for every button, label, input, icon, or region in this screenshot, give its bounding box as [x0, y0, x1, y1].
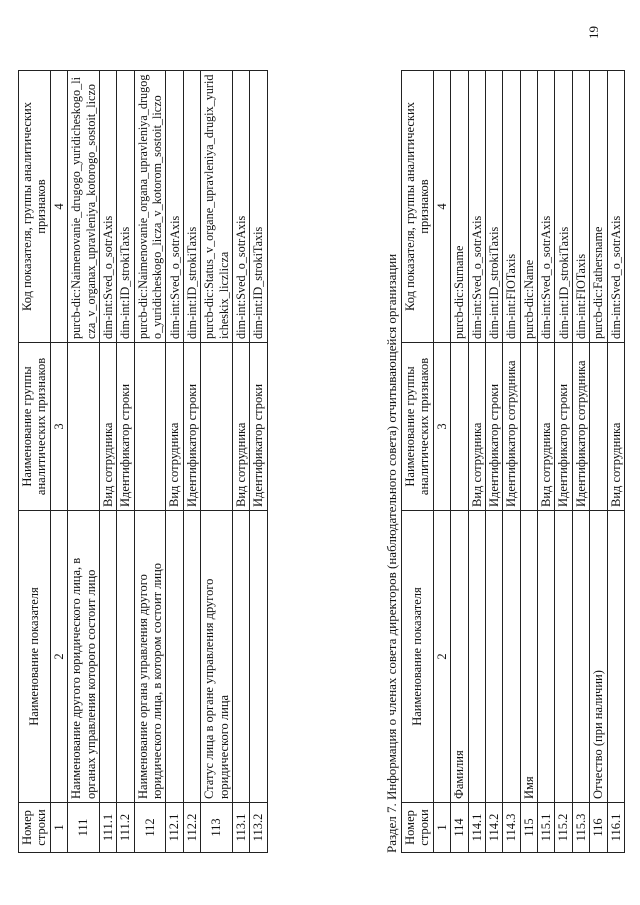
indicators-table-continued — [18, 70, 268, 853]
table-row — [117, 71, 134, 853]
group-name-cell: Вид сотрудника — [538, 343, 555, 511]
header-code: Код показателя, группы аналитических признаков — [19, 71, 51, 343]
code-cell: purcb-dic:Status_v_organe_upravleniya_drugix_yuridicheskix_liczlicza — [201, 71, 233, 343]
indicator-name-cell: Фамилия — [451, 511, 468, 803]
row-number-cell: 115.3 — [572, 803, 589, 853]
group-name-cell — [590, 343, 607, 511]
col-num-1: 1 — [433, 803, 450, 853]
row-number-cell: 112 — [134, 803, 166, 853]
column-number-row — [50, 71, 67, 853]
code-cell: dim-int:FIOTaxis — [572, 71, 589, 343]
group-name-cell: Идентификатор строки — [485, 343, 502, 511]
indicator-name-cell — [503, 511, 520, 803]
row-number-cell: 115.1 — [538, 803, 555, 853]
code-cell: dim-int:Sved_o_sotrAxis — [99, 71, 116, 343]
header-row-number: Номер строки — [402, 803, 434, 853]
indicator-name-cell: Отчество (при наличии) — [590, 511, 607, 803]
code-cell: dim-int:Sved_o_sotrAxis — [538, 71, 555, 343]
code-cell: dim-int:ID_strokiTaxis — [485, 71, 502, 343]
table-row — [68, 71, 100, 853]
group-name-cell: Вид сотрудника — [232, 343, 249, 511]
col-num-1: 1 — [50, 803, 67, 853]
group-name-cell: Идентификатор сотрудника — [503, 343, 520, 511]
indicator-name-cell — [468, 511, 485, 803]
table-row — [485, 71, 502, 853]
page-number: 19 — [586, 26, 601, 39]
row-number-cell: 113.1 — [232, 803, 249, 853]
indicator-name-cell — [117, 511, 134, 803]
table-row — [201, 71, 233, 853]
group-name-cell: Идентификатор сотрудника — [572, 343, 589, 511]
row-number-cell: 112.2 — [183, 803, 200, 853]
header-code: Код показателя, группы аналитических признаков — [402, 71, 434, 343]
table-row — [451, 71, 468, 853]
table-row — [607, 71, 624, 853]
header-group-name: Наименование группы аналитических признаков — [402, 343, 434, 511]
group-name-cell — [520, 343, 537, 511]
row-number-cell: 114.1 — [468, 803, 485, 853]
header-indicator-name: Наименование показателя — [402, 511, 434, 803]
col-num-4: 4 — [50, 71, 67, 343]
code-cell: dim-int:FIOTaxis — [503, 71, 520, 343]
indicator-name-cell — [485, 511, 502, 803]
col-num-3: 3 — [50, 343, 67, 511]
col-num-4: 4 — [433, 71, 450, 343]
code-cell: purcb-dic:Surname — [451, 71, 468, 343]
table-row — [503, 71, 520, 853]
col-num-3: 3 — [433, 343, 450, 511]
section-7-caption: Раздел 7. Информация о членах совета директоров (наблюдательного совета) отчитывающейся организации — [384, 253, 399, 853]
row-number-cell: 114.2 — [485, 803, 502, 853]
board-members-table — [401, 70, 625, 853]
group-name-cell — [134, 343, 166, 511]
indicator-name-cell — [250, 511, 267, 803]
row-number-cell: 114 — [451, 803, 468, 853]
indicator-name-cell — [538, 511, 555, 803]
group-name-cell: Идентификатор строки — [183, 343, 200, 511]
indicator-name-cell: Имя — [520, 511, 537, 803]
code-cell: purcb-dic:Naimenovanie_organa_upravleniya_drugogo_yuridicheskogo_licza_v_kotorom_sostoit_liczo — [134, 71, 166, 343]
indicator-name-cell — [232, 511, 249, 803]
table-row — [183, 71, 200, 853]
table-row — [538, 71, 555, 853]
row-number-cell: 113.2 — [250, 803, 267, 853]
table-row — [250, 71, 267, 853]
code-cell: dim-int:ID_strokiTaxis — [250, 71, 267, 343]
table-row — [99, 71, 116, 853]
table-row — [134, 71, 166, 853]
header-indicator-name: Наименование показателя — [19, 511, 51, 803]
indicator-name-cell: Наименование другого юридического лица, в органах управления которого состоит лицо — [68, 511, 100, 803]
code-cell: dim-int:Sved_o_sotrAxis — [166, 71, 183, 343]
row-number-cell: 111.2 — [117, 803, 134, 853]
row-number-cell: 114.3 — [503, 803, 520, 853]
code-cell: purcb-dic:Fathersname — [590, 71, 607, 343]
group-name-cell: Идентификатор строки — [555, 343, 572, 511]
col-num-2: 2 — [50, 511, 67, 803]
table-row — [555, 71, 572, 853]
group-name-cell: Вид сотрудника — [166, 343, 183, 511]
indicator-name-cell — [166, 511, 183, 803]
row-number-cell: 113 — [201, 803, 233, 853]
indicator-name-cell — [555, 511, 572, 803]
group-name-cell: Вид сотрудника — [607, 343, 624, 511]
group-name-cell — [451, 343, 468, 511]
table-row — [232, 71, 249, 853]
table-row — [572, 71, 589, 853]
code-cell: dim-int:Sved_o_sotrAxis — [607, 71, 624, 343]
code-cell: purcb-dic:Naimenovanie_drugogo_yuridicheskogo_liczа_v_organax_upravleniya_kotorogo_sostoit_liczo — [68, 71, 100, 343]
group-name-cell: Вид сотрудника — [468, 343, 485, 511]
indicator-name-cell — [607, 511, 624, 803]
header-group-name: Наименование группы аналитических признаков — [19, 343, 51, 511]
code-cell: purcb-dic:Name — [520, 71, 537, 343]
indicator-name-cell — [183, 511, 200, 803]
col-num-2: 2 — [433, 511, 450, 803]
row-number-cell: 111 — [68, 803, 100, 853]
indicator-name-cell: Наименование органа управления другого юридического лица, в котором состоит лицо — [134, 511, 166, 803]
table-row — [468, 71, 485, 853]
indicator-name-cell: Статус лица в органе управления другого юридического лица — [201, 511, 233, 803]
row-number-cell: 116.1 — [607, 803, 624, 853]
table-header-row — [19, 71, 51, 853]
code-cell: dim-int:Sved_o_sotrAxis — [232, 71, 249, 343]
column-number-row — [433, 71, 450, 853]
code-cell: dim-int:ID_strokiTaxis — [555, 71, 572, 343]
row-number-cell: 116 — [590, 803, 607, 853]
row-number-cell: 112.1 — [166, 803, 183, 853]
group-name-cell — [68, 343, 100, 511]
code-cell: dim-int:ID_strokiTaxis — [183, 71, 200, 343]
row-number-cell: 115 — [520, 803, 537, 853]
group-name-cell: Идентификатор строки — [117, 343, 134, 511]
indicator-name-cell — [99, 511, 116, 803]
table-row — [520, 71, 537, 853]
table-row — [166, 71, 183, 853]
row-number-cell: 115.2 — [555, 803, 572, 853]
row-number-cell: 111.1 — [99, 803, 116, 853]
indicator-name-cell — [572, 511, 589, 803]
table-header-row — [402, 71, 434, 853]
group-name-cell: Вид сотрудника — [99, 343, 116, 511]
table-row — [590, 71, 607, 853]
header-row-number: Номер строки — [19, 803, 51, 853]
code-cell: dim-int:Sved_o_sotrAxis — [468, 71, 485, 343]
group-name-cell: Идентификатор строки — [250, 343, 267, 511]
code-cell: dim-int:ID_strokiTaxis — [117, 71, 134, 343]
group-name-cell — [201, 343, 233, 511]
